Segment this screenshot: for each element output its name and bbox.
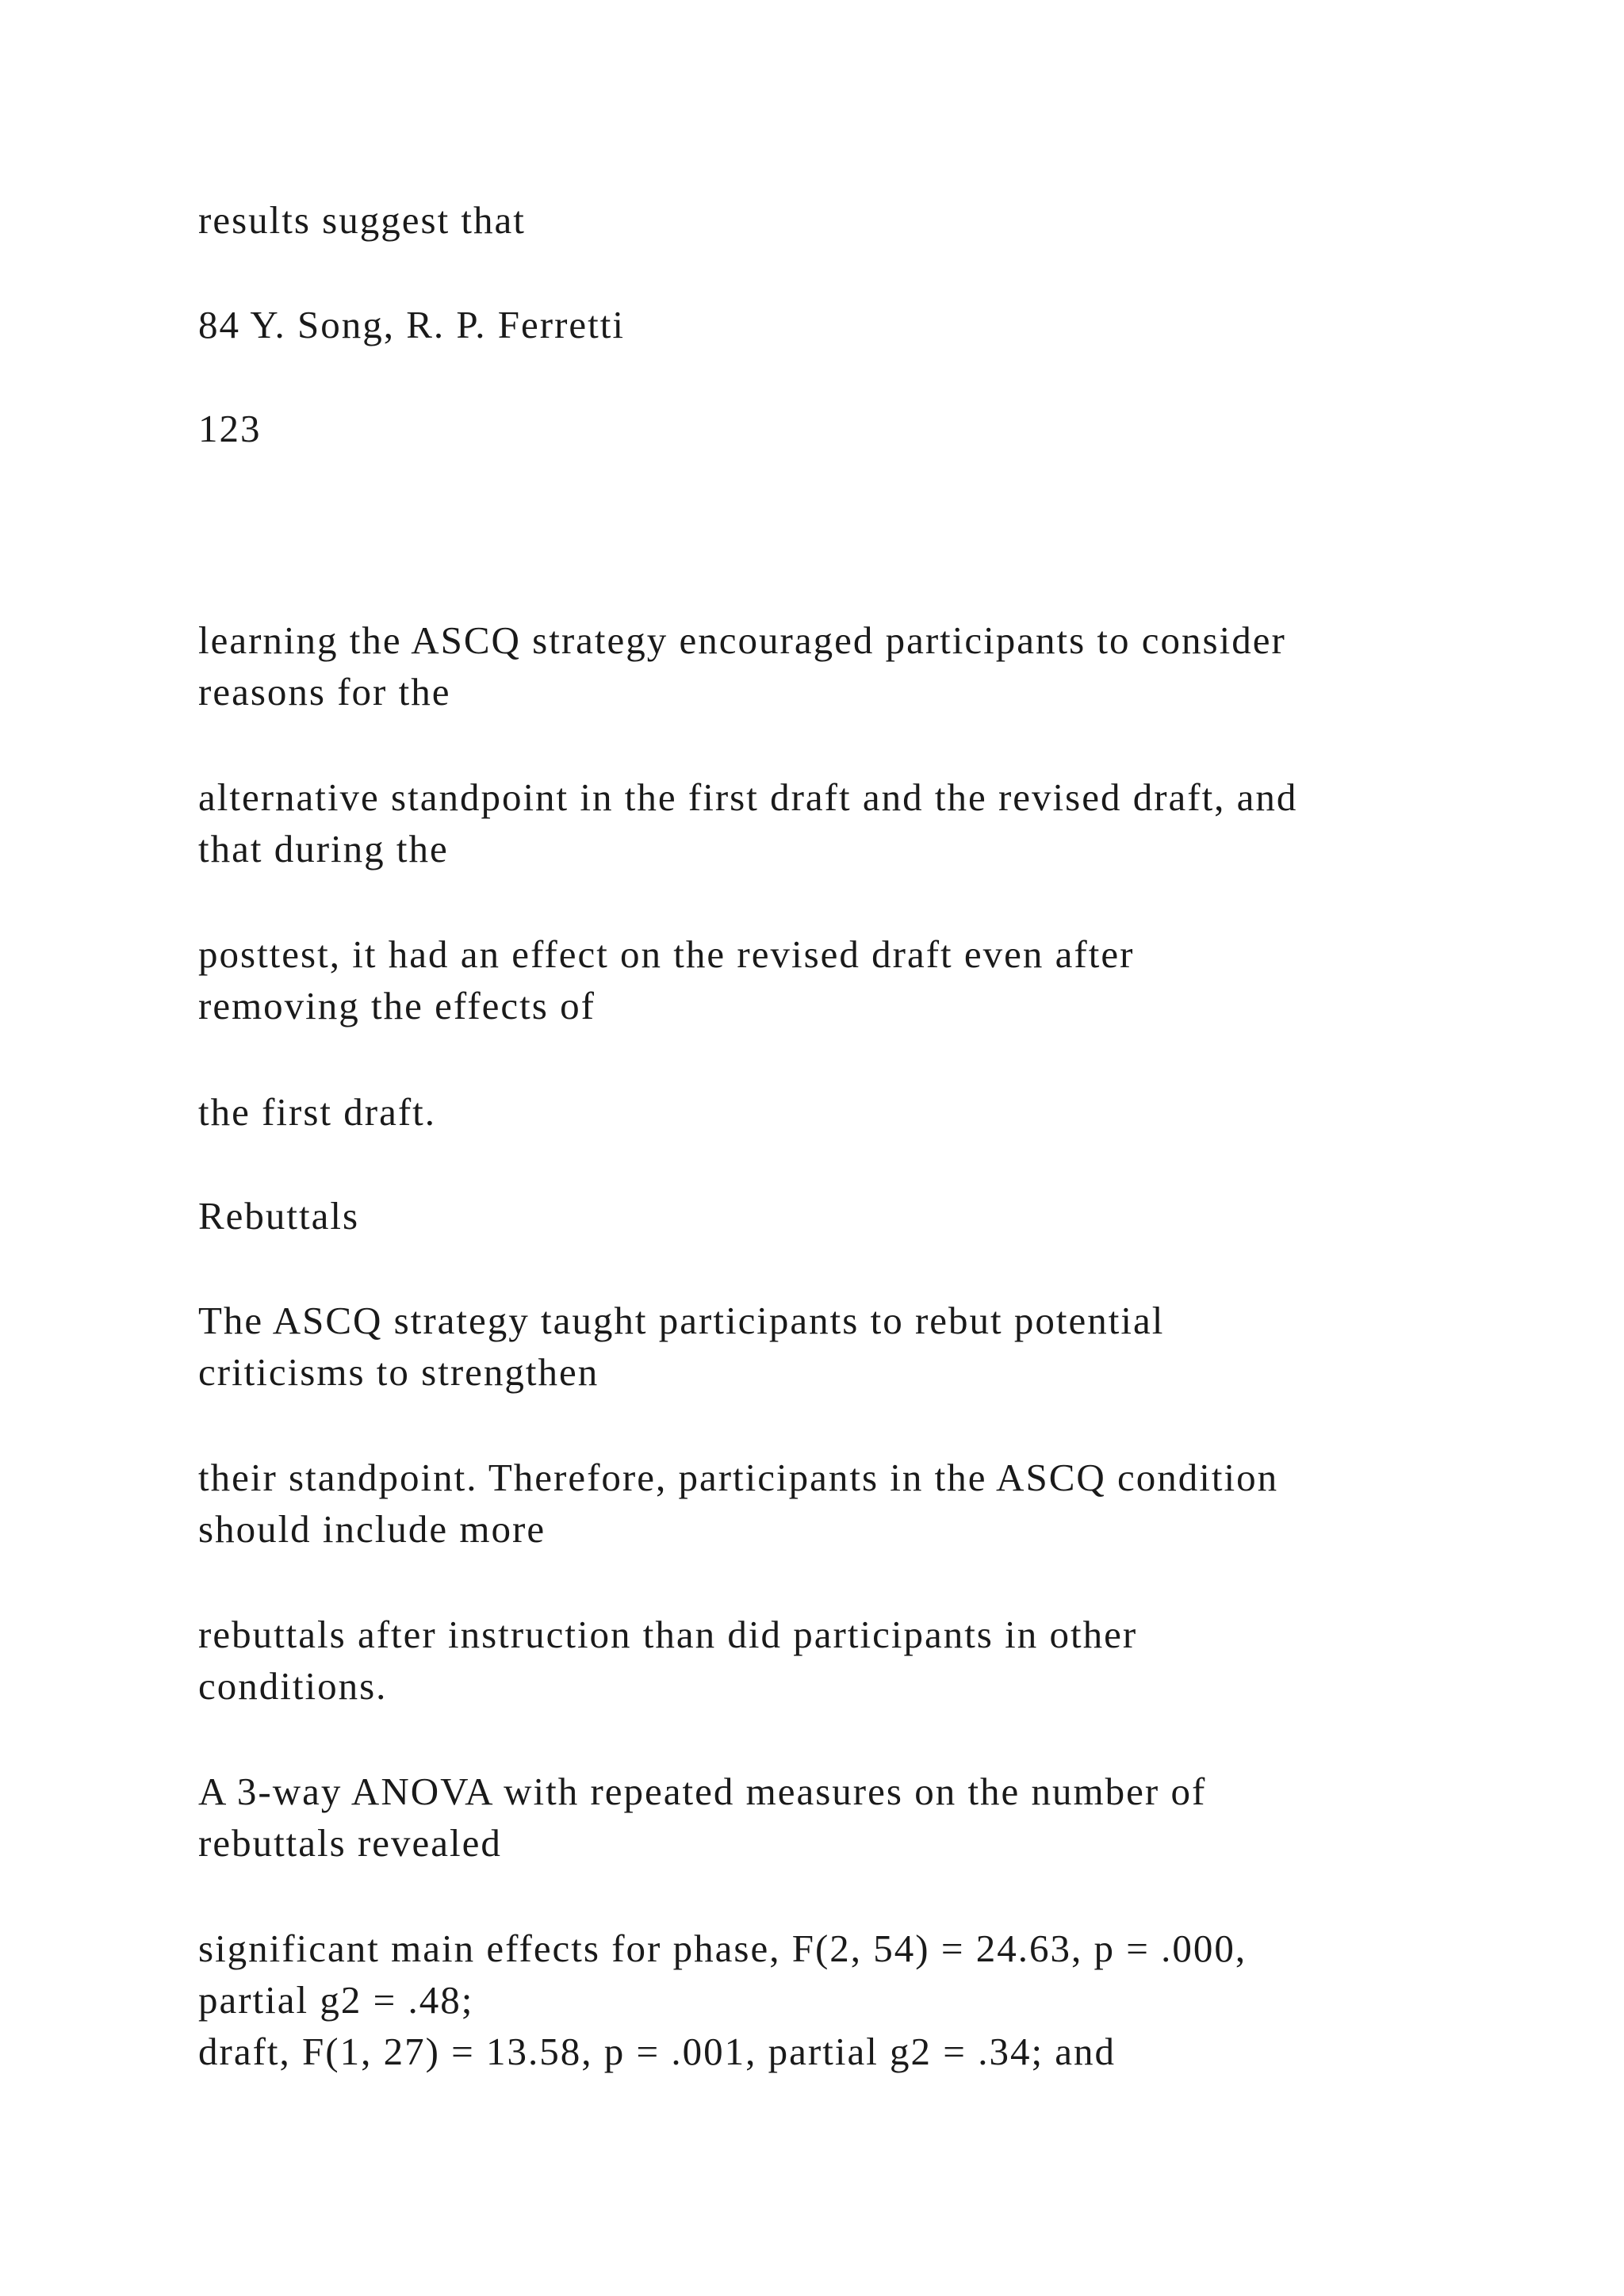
text-line: reasons for the [198,670,451,714]
text-line: draft, F(1, 27) = 13.58, p = .001, partial g2 = .34; and [198,2030,1116,2073]
text-line: A 3-way ANOVA with repeated measures on the number of [198,1770,1207,1813]
text-line: their standpoint. Therefore, participants in the ASCQ condition [198,1456,1279,1499]
text-line: removing the effects of [198,984,596,1027]
text-line: should include more [198,1507,546,1551]
text-line: learning the ASCQ strategy encouraged participants to consider [198,618,1286,662]
text-line: alternative standpoint in the first draft and the revised draft, and [198,775,1298,819]
text-line: criticisms to strengthen [198,1350,599,1394]
page-number: 123 [198,407,262,450]
text-line: partial g2 = .48; [198,1978,474,2022]
text-line: rebuttals revealed [198,1821,502,1865]
text-line: The ASCQ strategy taught participants to rebut potential [198,1299,1165,1342]
section-heading: Rebuttals [198,1194,360,1238]
text-line: significant main effects for phase, F(2, 54) = 24.63, p = .000, [198,1927,1247,1970]
text-line: the first draft. [198,1090,437,1134]
text-line: posttest, it had an effect on the revised draft even after [198,932,1135,976]
text-line: results suggest that [198,198,526,242]
text-line: rebuttals after instruction than did participants in other [198,1613,1138,1656]
running-header: 84 Y. Song, R. P. Ferretti [198,303,625,346]
text-line: conditions. [198,1664,388,1708]
text-line: that during the [198,827,449,871]
